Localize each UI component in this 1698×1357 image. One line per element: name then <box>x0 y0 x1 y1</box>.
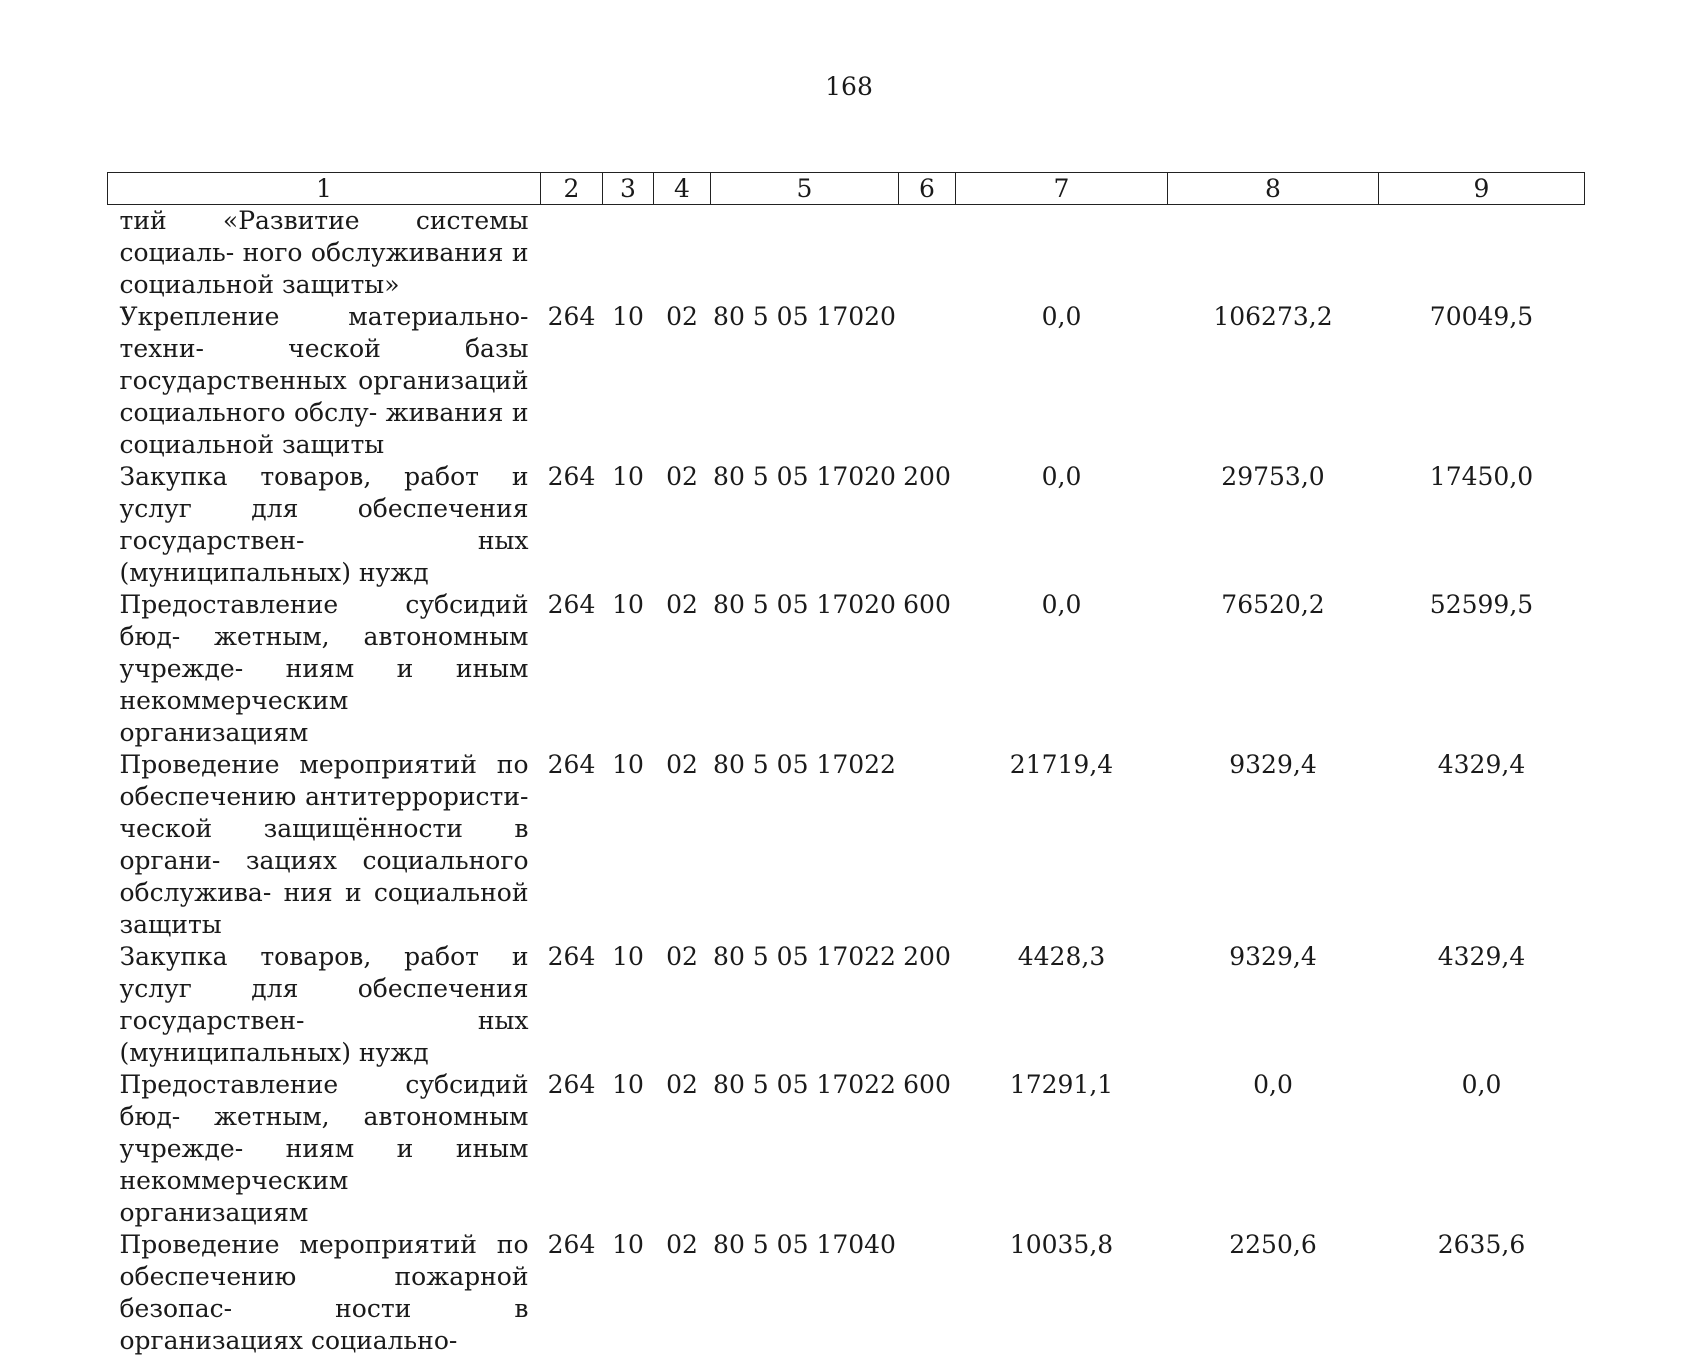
row-name-cell <box>108 749 541 941</box>
amount-col9-cell: 4329,4 <box>1379 749 1585 941</box>
amount-col8-cell <box>1168 205 1379 302</box>
column-number-header-row <box>108 173 1585 205</box>
amount-col7-cell: 4428,3 <box>956 941 1168 1069</box>
target-article-cell: 80 5 05 17040 <box>711 1229 899 1357</box>
admin-code-cell: 264 <box>541 941 603 1069</box>
column-header-3: 3 <box>603 173 654 205</box>
row-name-line: ных (муниципальных) нужд <box>120 526 529 587</box>
amount-col7-cell: 0,0 <box>956 461 1168 589</box>
amount-col9-cell: 2635,6 <box>1379 1229 1585 1357</box>
expense-type-cell <box>899 205 956 302</box>
table-row <box>108 1069 1585 1229</box>
expense-type-cell <box>899 301 956 461</box>
table-body <box>108 205 1585 1357</box>
admin-code-cell: 264 <box>541 461 603 589</box>
amount-col9-cell: 70049,5 <box>1379 301 1585 461</box>
row-name-line: Предоставление субсидий бюд- <box>120 590 529 651</box>
row-name-line: живания и социальной защиты <box>120 398 529 459</box>
row-name-line: жетным, автономным учрежде- <box>120 1102 529 1163</box>
expense-type-cell: 600 <box>899 1069 956 1229</box>
row-name-cell <box>108 205 541 302</box>
table-row <box>108 205 1585 302</box>
row-name-cell <box>108 301 541 461</box>
column-header-9: 9 <box>1379 173 1585 205</box>
table-row <box>108 1229 1585 1357</box>
expense-type-cell: 600 <box>899 589 956 749</box>
row-name-line: организациям <box>120 718 309 747</box>
row-name-line: обеспечению антитеррористи- <box>120 782 529 811</box>
amount-col7-cell: 10035,8 <box>956 1229 1168 1357</box>
row-name-cell <box>108 589 541 749</box>
row-name-line: ниям и иным некоммерческим <box>120 1134 529 1195</box>
budget-table <box>107 172 1585 1357</box>
amount-col9-cell: 17450,0 <box>1379 461 1585 589</box>
row-name-line: тий «Развитие системы социаль- <box>120 206 529 267</box>
row-name-line: ческой базы государственных <box>120 334 529 395</box>
page-number: 168 <box>0 72 1698 101</box>
row-name-line: ниям и иным некоммерческим <box>120 654 529 715</box>
amount-col8-cell: 76520,2 <box>1168 589 1379 749</box>
subsection-cell: 02 <box>654 461 711 589</box>
amount-col8-cell: 9329,4 <box>1168 941 1379 1069</box>
section-cell: 10 <box>603 301 654 461</box>
section-cell: 10 <box>603 941 654 1069</box>
row-name-line: защиты» <box>282 270 399 299</box>
row-name-line: ности в организациях социально- <box>120 1294 529 1355</box>
expense-type-cell <box>899 1229 956 1357</box>
target-article-cell <box>711 205 899 302</box>
amount-col8-cell: 2250,6 <box>1168 1229 1379 1357</box>
subsection-cell: 02 <box>654 1229 711 1357</box>
target-article-cell: 80 5 05 17020 <box>711 589 899 749</box>
row-name-line: ния и социальной защиты <box>120 878 529 939</box>
target-article-cell: 80 5 05 17020 <box>711 301 899 461</box>
expense-type-cell: 200 <box>899 941 956 1069</box>
subsection-cell: 02 <box>654 301 711 461</box>
section-cell <box>603 205 654 302</box>
amount-col7-cell: 21719,4 <box>956 749 1168 941</box>
row-name-cell <box>108 1229 541 1357</box>
admin-code-cell: 264 <box>541 1069 603 1229</box>
row-name-line: Предоставление субсидий бюд- <box>120 1070 529 1131</box>
section-cell: 10 <box>603 749 654 941</box>
target-article-cell: 80 5 05 17022 <box>711 941 899 1069</box>
table-row <box>108 749 1585 941</box>
amount-col9-cell <box>1379 205 1585 302</box>
row-name-line: ческой защищённости в органи- <box>120 814 529 875</box>
row-name-line: Проведение мероприятий по <box>120 1230 529 1259</box>
admin-code-cell: 264 <box>541 301 603 461</box>
column-header-6: 6 <box>899 173 956 205</box>
amount-col7-cell <box>956 205 1168 302</box>
section-cell: 10 <box>603 1069 654 1229</box>
amount-col7-cell: 0,0 <box>956 301 1168 461</box>
row-name-line: Укрепление материально-техни- <box>120 302 529 363</box>
row-name-line: для обеспечения государствен- <box>120 494 529 555</box>
column-header-4: 4 <box>654 173 711 205</box>
amount-col8-cell: 9329,4 <box>1168 749 1379 941</box>
subsection-cell: 02 <box>654 749 711 941</box>
column-header-8: 8 <box>1168 173 1379 205</box>
admin-code-cell: 264 <box>541 589 603 749</box>
amount-col7-cell: 17291,1 <box>956 1069 1168 1229</box>
row-name-line: Закупка товаров, работ и услуг <box>120 942 529 1003</box>
row-name-line: жетным, автономным учрежде- <box>120 622 529 683</box>
amount-col8-cell: 106273,2 <box>1168 301 1379 461</box>
row-name-line: Закупка товаров, работ и услуг <box>120 462 529 523</box>
row-name-line: зациях социального обслужива- <box>120 846 529 907</box>
column-header-5: 5 <box>711 173 899 205</box>
row-name-line: для обеспечения государствен- <box>120 974 529 1035</box>
subsection-cell <box>654 205 711 302</box>
row-name-cell <box>108 461 541 589</box>
subsection-cell: 02 <box>654 1069 711 1229</box>
subsection-cell: 02 <box>654 589 711 749</box>
admin-code-cell: 264 <box>541 749 603 941</box>
amount-col8-cell: 0,0 <box>1168 1069 1379 1229</box>
table-row <box>108 461 1585 589</box>
row-name-line: ных (муниципальных) нужд <box>120 1006 529 1067</box>
amount-col9-cell: 0,0 <box>1379 1069 1585 1229</box>
section-cell: 10 <box>603 1229 654 1357</box>
table-row <box>108 589 1585 749</box>
row-name-cell <box>108 1069 541 1229</box>
admin-code-cell: 264 <box>541 1229 603 1357</box>
row-name-line: ного обслуживания и социальной <box>120 238 529 299</box>
subsection-cell: 02 <box>654 941 711 1069</box>
target-article-cell: 80 5 05 17022 <box>711 749 899 941</box>
row-name-line: организациям <box>120 1198 309 1227</box>
column-header-2: 2 <box>541 173 603 205</box>
row-name-line: Проведение мероприятий по <box>120 750 529 779</box>
target-article-cell: 80 5 05 17020 <box>711 461 899 589</box>
row-name-line: обеспечению пожарной безопас- <box>120 1262 529 1323</box>
column-header-7: 7 <box>956 173 1168 205</box>
target-article-cell: 80 5 05 17022 <box>711 1069 899 1229</box>
admin-code-cell <box>541 205 603 302</box>
expense-type-cell <box>899 749 956 941</box>
table-row <box>108 941 1585 1069</box>
amount-col9-cell: 52599,5 <box>1379 589 1585 749</box>
section-cell: 10 <box>603 589 654 749</box>
expense-type-cell: 200 <box>899 461 956 589</box>
row-name-cell <box>108 941 541 1069</box>
row-name-line: организаций социального обслу- <box>120 366 529 427</box>
column-header-1: 1 <box>108 173 541 205</box>
amount-col9-cell: 4329,4 <box>1379 941 1585 1069</box>
table-row <box>108 301 1585 461</box>
amount-col8-cell: 29753,0 <box>1168 461 1379 589</box>
section-cell: 10 <box>603 461 654 589</box>
amount-col7-cell: 0,0 <box>956 589 1168 749</box>
